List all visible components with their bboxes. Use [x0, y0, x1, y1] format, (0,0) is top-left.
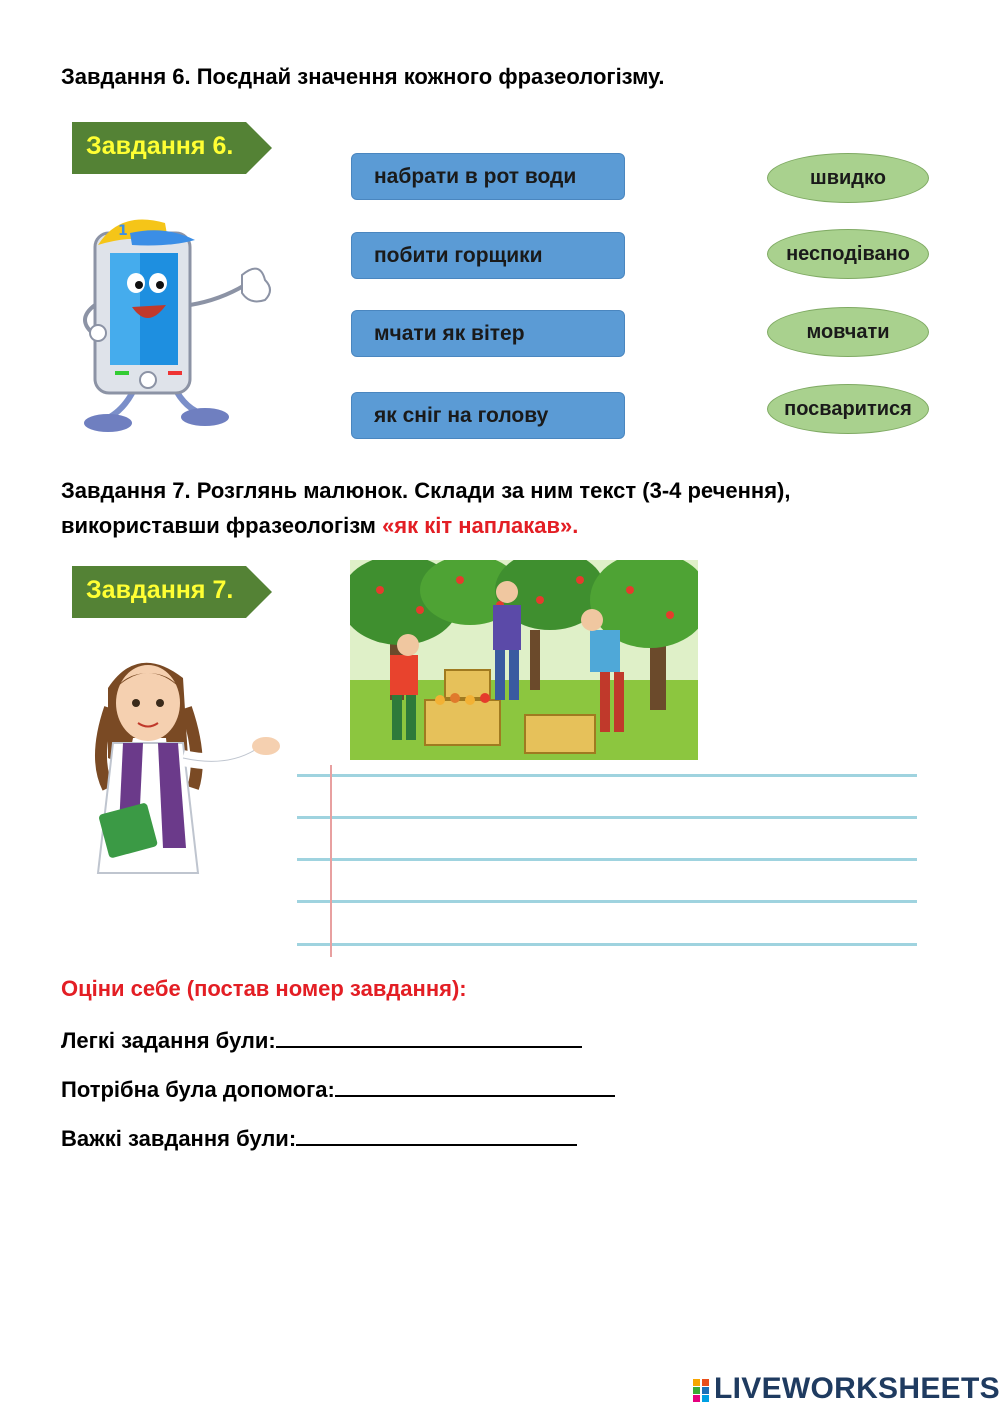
meaning-item[interactable]: швидко [767, 153, 929, 203]
margin-line [330, 765, 332, 957]
task6-badge-label: Завдання 6. [86, 132, 234, 160]
phrase-item[interactable]: мчати як вітер [351, 310, 625, 357]
girl-illustration [78, 648, 283, 883]
logo-squares-icon [693, 1379, 710, 1402]
eval-help-label: Потрібна була допомога: [61, 1077, 335, 1102]
phrase-item[interactable]: побити горщики [351, 232, 625, 279]
eval-easy-answer-field[interactable] [276, 1024, 582, 1048]
eval-easy-label: Легкі задання були: [61, 1028, 276, 1053]
phone-character-illustration [70, 205, 285, 440]
task7-heading-line1: Завдання 7. Розглянь малюнок. Склади за ним текст (3-4 речення), [61, 478, 791, 503]
meaning-item[interactable]: несподівано [767, 229, 929, 279]
phrase-item[interactable]: набрати в рот води [351, 153, 625, 200]
meaning-item[interactable]: мовчати [767, 307, 929, 357]
task6-badge [72, 122, 272, 174]
writing-line[interactable] [297, 858, 917, 861]
writing-line[interactable] [297, 816, 917, 819]
phraseologism-highlight: «як кіт наплакав». [382, 513, 579, 538]
writing-line[interactable] [297, 774, 917, 777]
eval-hard-row [61, 1122, 577, 1152]
logo-text: LIVEWORKSHEETS [714, 1372, 1000, 1405]
task7-heading-line2 [61, 509, 578, 543]
task7-badge [72, 566, 272, 618]
eval-help-answer-field[interactable] [335, 1073, 615, 1097]
writing-line[interactable] [297, 900, 917, 903]
liveworksheets-logo [693, 1372, 1000, 1406]
meaning-item[interactable]: посваритися [767, 384, 929, 434]
apple-orchard-picture [350, 560, 698, 760]
task7-badge-label: Завдання 7. [86, 576, 234, 604]
task7-heading-prefix: використавши фразеологізм [61, 513, 383, 538]
writing-line[interactable] [297, 943, 917, 946]
eval-easy-row [61, 1024, 582, 1054]
svg-text:1: 1 [118, 223, 128, 239]
eval-hard-answer-field[interactable] [296, 1122, 577, 1146]
evaluation-title: Оціни себе (постав номер завдання): [61, 976, 467, 1001]
phrase-item[interactable]: як сніг на голову [351, 392, 625, 439]
task6-heading: Завдання 6. Поєднай значення кожного фразеологізму. [61, 64, 665, 89]
eval-hard-label: Важкі завдання були: [61, 1126, 297, 1151]
eval-help-row [61, 1073, 615, 1103]
